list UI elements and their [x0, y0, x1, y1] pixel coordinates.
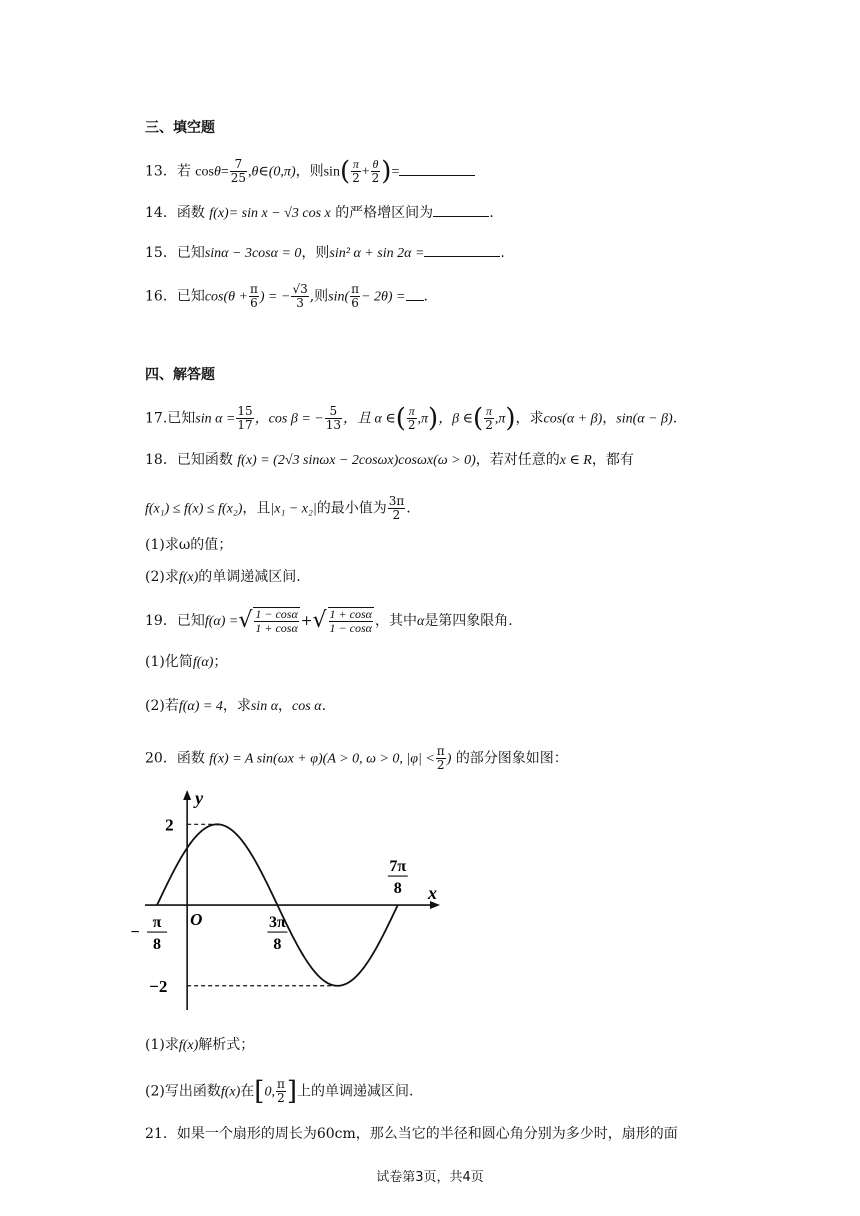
q14-expression: = sin x − √3 cos x [228, 206, 331, 221]
q20-part1 [145, 1035, 254, 1056]
x-tick-label-num: 3π [269, 914, 286, 932]
q19-p1c: ； [213, 654, 228, 670]
q17-ask1: cos(α + β) [543, 411, 603, 427]
q18-text3: ，都有 [591, 452, 634, 468]
x-tick-label-num: 7π [389, 858, 407, 876]
q20-pi-over-2 [436, 745, 446, 772]
q17-sin: sin α = [195, 411, 236, 427]
q17-ask2: sin(α − β) [616, 411, 673, 427]
q18-text: 已知函数 [176, 452, 233, 468]
section-title-fill-blank: 三、填空题 [145, 120, 215, 136]
q13-answer-blank[interactable] [399, 163, 475, 176]
q16-sqrt3: √3 [292, 282, 308, 296]
x-tick-label-sign: − [130, 924, 140, 942]
q16-eq: ) = − [259, 289, 291, 305]
section-title-answer: 四、解答题 [145, 367, 215, 383]
q18-condition: f(x₁) ≤ f(x) ≤ f(x₂) [145, 501, 243, 517]
q17-text: 已知 [167, 410, 196, 427]
question-19: 19．已知f(α) =√ $\frac{1 - \cos\alpha}{1 + \cos\alpha}$ +√ $\frac{1 + \cos\alpha}{1 - \cos\alpha}$ ，其中α是第四象限角. [145, 607, 513, 635]
q19-p2d: sin α [250, 699, 279, 714]
q13-text: 若 [176, 163, 191, 180]
q16-number: 16． [145, 288, 177, 305]
q19-n2: 1 + cosα [329, 607, 372, 621]
page-footer: 试卷第3页，共4页 [376, 1170, 484, 1185]
question-15 [145, 243, 505, 264]
q13-condition: ,θ∈(0,π) [248, 164, 296, 180]
q20-p2-pi: π [276, 1077, 285, 1091]
question-21 [145, 1124, 678, 1144]
q18-den: 2 [392, 508, 401, 522]
q19-f-alpha: f(α) = [204, 614, 239, 629]
q17-two-a: 2 [407, 418, 416, 432]
q16-pi2: π [351, 282, 360, 296]
q13-theta: θ [213, 164, 221, 180]
q15-expression1: sinα − 3cosα = 0 [204, 246, 302, 261]
q20-number: 20． [145, 750, 177, 767]
q20-close: ) [446, 751, 452, 767]
q16-then: ,则 [309, 288, 329, 305]
q19-p1b: f(α) [192, 655, 214, 670]
q19-p2g: . [321, 698, 327, 714]
q13-sin: sin [323, 164, 340, 180]
q14-answer-blank[interactable] [433, 204, 489, 217]
q17-frac2 [325, 405, 342, 432]
q16-sqrt3-over-3 [291, 283, 308, 310]
q18-text2: ，若对任意的 [475, 452, 560, 468]
q16-pi-over-6b [350, 283, 360, 310]
x-tick-label-den: 8 [273, 936, 282, 954]
q15-number: 15． [145, 245, 177, 261]
q18-abs: |x₁ − x₂| [270, 501, 317, 517]
q19-d1: 1 + cosα [255, 621, 298, 635]
q13-then: ，则 [295, 163, 324, 180]
question-16 [145, 283, 428, 310]
q18-p2-fx: f(x) [178, 570, 199, 585]
q15-expression2: sin² α + sin 2α = [329, 246, 425, 261]
question-13 [145, 158, 475, 185]
q13-theta-over-2 [371, 158, 381, 185]
x-tick-label-den: 8 [393, 880, 402, 898]
q18-expression: f(x) = (2√3 sinωx − 2cosωx)cosωx(ω > 0) [237, 453, 476, 468]
q20-p2b: f(x) [220, 1084, 241, 1100]
q18-text5: 的最小值为 [316, 500, 387, 517]
q20-interval-start: 0, [264, 1084, 275, 1100]
q18-x-in-r: x ∈ R [559, 453, 592, 468]
q18-frac [388, 495, 406, 522]
q21-text: 如果一个扇形的周长为60cm，那么当它的半径和圆心角分别为多少时，扇形的面 [176, 1126, 678, 1142]
q14-fx: f(x) [209, 206, 229, 221]
q13-lparen: ( [339, 156, 351, 187]
question-18 [145, 450, 634, 471]
q19-part1 [145, 652, 227, 673]
q19-n1: 1 − cosα [255, 607, 298, 621]
q17-pi-b: π [421, 411, 429, 427]
q20-two: 2 [436, 758, 445, 772]
q20-p2e: 上的单调递减区间. [296, 1083, 414, 1100]
q17-alpha-in: ，且 α ∈ [343, 411, 396, 427]
x-tick-label-num: π [152, 914, 162, 932]
q18-text4: ，且 [242, 500, 271, 517]
q13-number: 13． [145, 163, 177, 180]
q13-plus: + [361, 164, 370, 180]
q20-p1a: (1)求 [145, 1037, 179, 1053]
q19-text3: 是第四象限角. [424, 613, 513, 629]
q14-text: 函数 [176, 205, 205, 221]
q17-n1: 15 [237, 404, 253, 418]
q14-number: 14． [145, 205, 177, 221]
q19-d2: 1 − cosα [329, 621, 372, 635]
q17-frac1 [236, 405, 253, 432]
q16-sin: sin( [328, 289, 350, 305]
q13-frac-den: 25 [230, 171, 247, 185]
q19-p2c: ，求 [222, 698, 251, 714]
q17-beta-in: ，β ∈ [438, 411, 474, 427]
q14-text2: 的严格增区间为 [335, 205, 434, 221]
q17-rparen2: ) [505, 403, 516, 434]
q19-number: 19． [145, 613, 177, 629]
q17-ask: ，求 [515, 410, 544, 427]
q19-root1 [253, 607, 299, 635]
q20-expression: f(x) = A sin(ωx + φ)(A > 0, ω > 0, |φ| < [209, 751, 435, 767]
q13-theta2: θ [372, 157, 379, 171]
q13-two: 2 [352, 171, 360, 185]
q13-fraction [230, 158, 247, 185]
q17-d2: 13 [325, 418, 341, 432]
q18-end: . [406, 500, 411, 517]
q17-rparen1: ) [428, 403, 439, 434]
y-axis-arrow [183, 790, 191, 800]
q20-p2a: (2)写出函数 [145, 1083, 221, 1100]
q19-alpha: α [416, 614, 425, 629]
q18-num: 3π [388, 494, 405, 508]
q19-p2b: f(α) = 4 [178, 699, 223, 714]
q13-two2: 2 [371, 171, 380, 185]
q17-pi-a: π [408, 404, 415, 418]
q20-p2c: 在 [240, 1083, 255, 1100]
q15-text: 已知 [176, 245, 205, 261]
question-18-line2 [145, 495, 411, 522]
q17-lparen2: ( [473, 403, 484, 434]
q13-pi-over-2 [351, 158, 361, 185]
q20-text2: 的部分图象如图： [455, 750, 568, 767]
q20-rbracket: ] [286, 1076, 297, 1107]
q20-part2 [145, 1078, 413, 1105]
q17-pi-c: π [486, 404, 493, 418]
q16-text: 已知 [176, 288, 205, 305]
q20-lbracket: [ [254, 1076, 265, 1107]
q14-end: . [489, 205, 494, 221]
q16-three: 3 [296, 296, 304, 310]
q13-rparen: ) [381, 156, 392, 187]
q17-pi2a [407, 405, 417, 432]
q17-two-b: 2 [485, 418, 493, 432]
q17-cos: ，cos β = − [254, 411, 324, 427]
q16-end: . [423, 288, 428, 305]
q21-number: 21． [145, 1126, 177, 1142]
y-tick-label-2: 2 [165, 815, 174, 835]
q17-pi-d: π [498, 411, 506, 427]
q13-frac-num: 7 [230, 158, 247, 172]
q15-text2: ，则 [301, 245, 330, 261]
q20-p1c: 解析式； [198, 1037, 255, 1053]
q18-part2 [145, 567, 301, 588]
q13-eq: = [220, 164, 229, 180]
q19-p2a: (2)若 [145, 698, 179, 714]
q20-p1b: f(x) [178, 1038, 199, 1053]
q20-p2-pi-over-2 [276, 1078, 286, 1105]
q20-p2-two: 2 [277, 1091, 285, 1105]
y-axis-label: y [195, 788, 204, 808]
q19-text: 已知 [176, 613, 205, 629]
q17-d1: 17 [237, 418, 253, 432]
q16-pi: π [249, 282, 258, 296]
q19-plus: + [300, 613, 313, 629]
q18-number: 18． [145, 452, 177, 468]
q17-end: . [672, 410, 678, 427]
q20-text: 函数 [176, 750, 205, 767]
q17-sep: ， [602, 410, 617, 427]
q16-expr-end: − 2θ) = [361, 289, 406, 305]
q16-cos: cos(θ + [204, 289, 248, 305]
q19-part2 [145, 696, 326, 717]
q19-p2f: cos α [292, 699, 322, 714]
q19-p1a: (1)化简 [145, 654, 193, 670]
q17-lparen1: ( [395, 403, 406, 434]
q19-p2e: ， [278, 698, 293, 714]
q13-cos: cos [195, 164, 214, 180]
q15-end: . [500, 245, 505, 261]
q18-p2b: 的单调递减区间. [198, 569, 301, 585]
x-axis-label: x [428, 883, 437, 904]
q16-six2: 6 [351, 296, 359, 310]
origin-label: O [190, 910, 203, 930]
q17-number: 17. [145, 410, 168, 427]
q15-answer-blank[interactable] [424, 244, 500, 257]
q20-pi: π [436, 744, 445, 758]
q13-pi: π [352, 157, 359, 171]
y-tick-label-neg2: −2 [149, 976, 168, 996]
q19-text2: ，其中 [374, 613, 417, 629]
question-14 [145, 203, 494, 224]
q13-eq-end: = [391, 164, 400, 180]
q18-p2a: (2)求 [145, 569, 179, 585]
q16-six: 6 [250, 296, 258, 310]
q16-pi-over-6 [249, 283, 259, 310]
x-tick-label-den: 8 [153, 936, 162, 954]
q19-root2 [328, 607, 374, 635]
q18-part1: (1)求ω的值； [145, 537, 233, 553]
q17-pi2b [484, 405, 494, 432]
question-20 [145, 745, 568, 772]
q16-answer-blank[interactable] [406, 288, 424, 301]
q17-n2: 5 [325, 405, 342, 419]
sine-graph [130, 780, 450, 1020]
question-17: 17.已知sin α = $\frac{15}{17}$ ，cos β = − $\frac{5}{13}$ ，且 α ∈( $\frac{\pi}{2}$ ,π)，β ∈( $\frac{\pi}{2}$ ,π)，求cos(α + β)，sin(α − β). [145, 403, 678, 434]
